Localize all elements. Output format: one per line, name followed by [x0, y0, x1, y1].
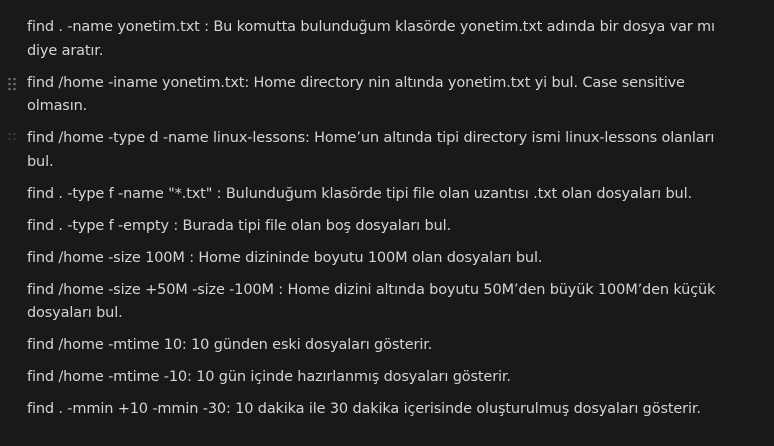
text-block-3[interactable] [27, 127, 722, 174]
text-block-9[interactable] [27, 366, 722, 390]
text-block-6[interactable] [27, 247, 722, 271]
drag-handle-icon[interactable] [6, 75, 18, 93]
block-text: find /home -size 100M : Home dizininde boyutu 100M olan dosyaları bul. [27, 249, 543, 266]
block-text: find /home -type d -name linux-lessons: Home’un altında tipi directory ismi linux-lessons olanları bul. [27, 130, 715, 170]
block-text: find /home -mtime -10: 10 gün içinde hazırlanmış dosyaları gösterir. [27, 369, 511, 385]
text-block-5[interactable] [27, 215, 722, 239]
block-text: find . -name yonetim.txt : Bu komutta bulunduğum klasörde yonetim.txt adında bir dosya var mı diye aratır. [27, 19, 715, 59]
text-block-2[interactable] [27, 72, 722, 119]
block-text: find . -mmin +10 -mmin -30: 10 dakika ile 30 dakika içerisinde oluşturulmuş dosyaları gösterir. [27, 401, 701, 417]
block-text: find . -type f -name "*.txt" : Bulunduğum klasörde tipi file olan uzantısı .txt olan dosyaları bul. [27, 185, 692, 202]
text-block-8[interactable] [27, 334, 722, 358]
text-block-1[interactable] [27, 16, 722, 63]
drag-handle-icon[interactable] [6, 130, 18, 148]
block-text: find /home -size +50M -size -100M : Home dizini altında boyutu 50M’den büyük 100M’den küçük dosyaları bul. [27, 281, 716, 321]
block-text: find /home -mtime 10: 10 günden eski dosyaları gösterir. [27, 337, 433, 353]
text-block-7[interactable] [27, 279, 722, 326]
block-text: find /home -iname yonetim.txt: Home directory nin altında yonetim.txt yi bul. Case sensitive olmasın. [27, 74, 685, 114]
text-block-10[interactable] [27, 398, 722, 422]
text-block-4[interactable] [27, 183, 722, 207]
block-text: find . -type f -empty : Burada tipi file olan boş dosyaları bul. [27, 217, 451, 234]
